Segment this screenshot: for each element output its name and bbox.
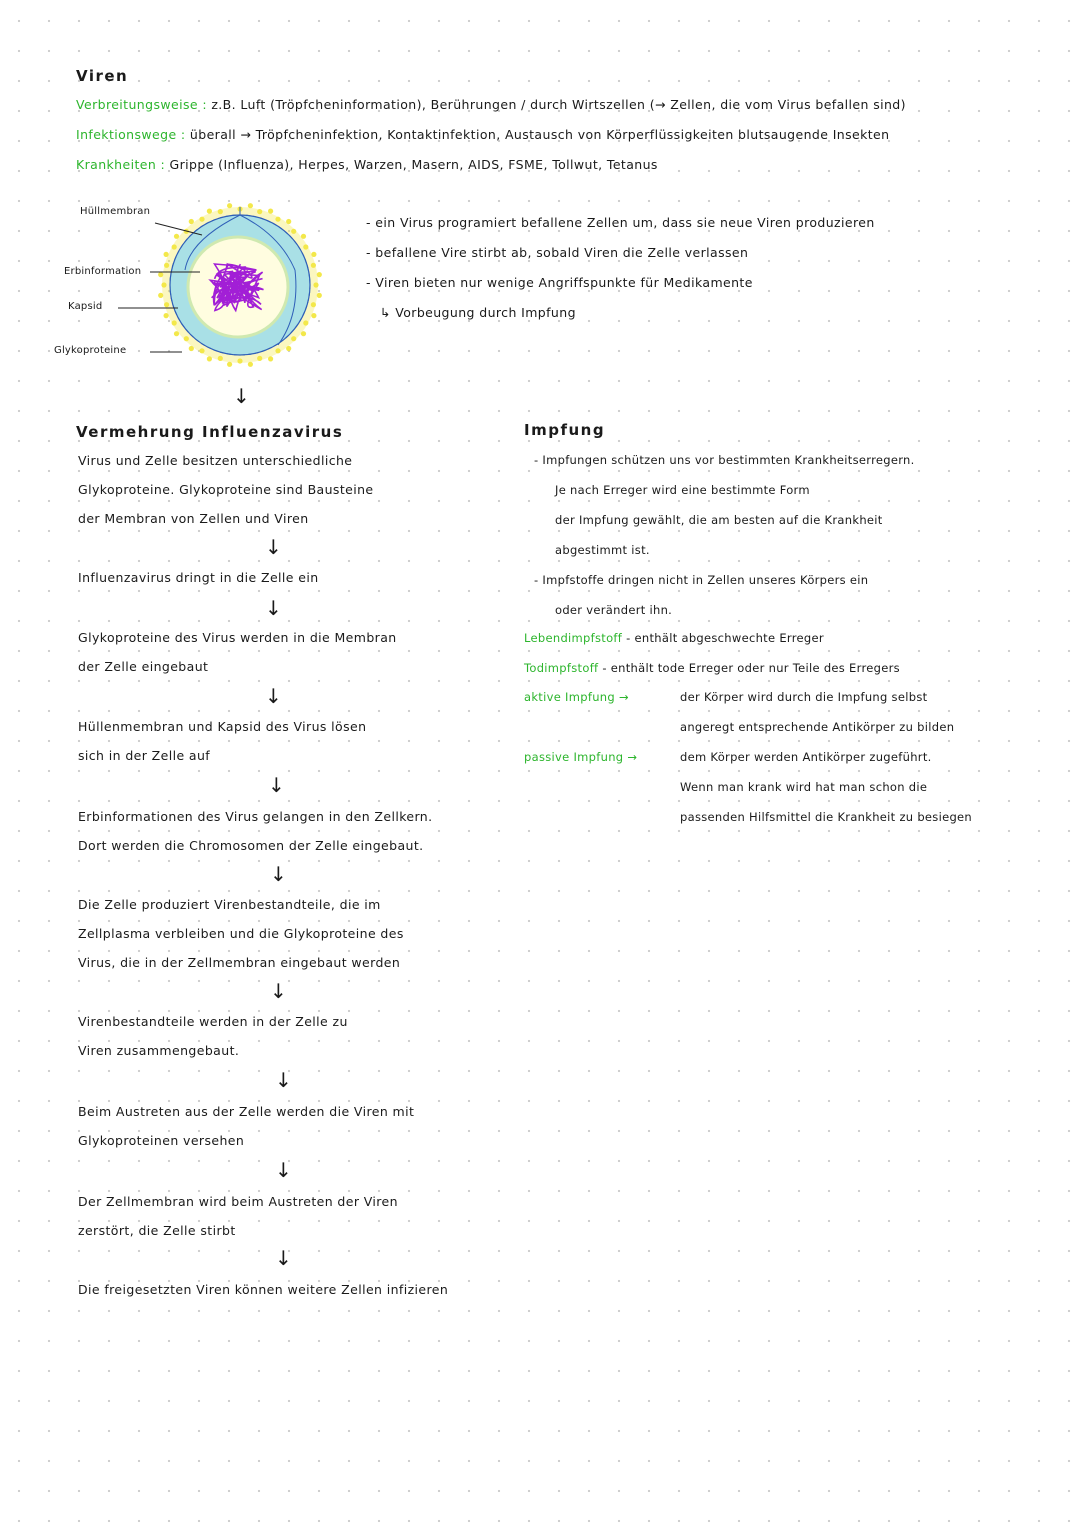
label-erbinformation: Erbinformation (64, 266, 142, 277)
arrow-down-icon: ↓ (233, 384, 250, 408)
arrow-down-icon: ↓ (265, 684, 282, 708)
impfung-b1-line: Je nach Erreger wird eine bestimmte Form (555, 483, 810, 497)
arrow-down-icon: ↓ (268, 773, 285, 797)
vermehrung-step-line: Influenzavirus dringt in die Zelle ein (78, 570, 319, 585)
label-huellmembran: Hüllmembran (80, 206, 151, 217)
impfung-b2-line: oder verändert ihn. (555, 603, 673, 617)
virus-diagram (50, 195, 350, 370)
arrow-down-icon: ↓ (270, 862, 287, 886)
page-title: Viren (76, 67, 129, 85)
verbreitung-text: z.B. Luft (Tröpfcheninformation), Berührungen / durch Wirtszellen (→ Zellen, die vom Virus befallen sind) (211, 97, 906, 112)
vermehrung-step-line: Glykoproteinen versehen (78, 1133, 245, 1148)
fact-1: - ein Virus programiert befallene Zellen um, dass sie neue Viren produzieren (366, 215, 875, 230)
todimpfstoff-label: Todimpfstoff (524, 661, 599, 675)
infektion-row (76, 127, 889, 142)
infektion-text: überall → Tröpfcheninfektion, Kontaktinfektion, Austausch von Körperflüssigkeiten blutsaugende Insekten (189, 127, 890, 142)
aktive-impfung-text: der Körper wird durch die Impfung selbst (680, 690, 928, 704)
impfung-title: Impfung (524, 421, 606, 439)
krankheiten-row (76, 157, 658, 172)
vermehrung-step-line: Virus und Zelle besitzen unterschiedliche (78, 453, 353, 468)
passive-impfung-text: passenden Hilfsmittel die Krankheit zu besiegen (680, 810, 973, 824)
impfung-b1-line: - Impfungen schützen uns vor bestimmten Krankheitserregern. (534, 453, 915, 467)
passive-impfung-text: Wenn man krank wird hat man schon die (680, 780, 928, 794)
arrow-down-icon: ↓ (275, 1158, 292, 1182)
lebendimpfstoff-label: Lebendimpfstoff (524, 631, 623, 645)
aktive-impfung-text: angeregt entsprechende Antikörper zu bilden (680, 720, 955, 734)
vermehrung-step-line: Glykoproteine des Virus werden in die Membran (78, 630, 397, 645)
infektion-label: Infektionswege : (76, 127, 186, 142)
passive-impfung-label: passive Impfung (524, 750, 624, 764)
vermehrung-step-line: Der Zellmembran wird beim Austreten der Viren (78, 1194, 398, 1209)
vermehrung-step-line: zerstört, die Zelle stirbt (78, 1223, 236, 1238)
krankheiten-label: Krankheiten : (76, 157, 166, 172)
vermehrung-step-line: Zellplasma verbleiben und die Glykoproteine des (78, 926, 404, 941)
fact-3: - Viren bieten nur wenige Angriffspunkte für Medikamente (366, 275, 753, 290)
impfung-b2-line: - Impfstoffe dringen nicht in Zellen unseres Körpers ein (534, 573, 869, 587)
passive-impfung-text: dem Körper werden Antikörper zugeführt. (680, 750, 932, 764)
vermehrung-step-line: Beim Austreten aus der Zelle werden die Viren mit (78, 1104, 415, 1119)
label-glykoproteine: Glykoproteine (54, 345, 127, 356)
aktive-impfung-row (524, 690, 629, 704)
arrow-down-icon: ↓ (275, 1068, 292, 1092)
vermehrung-step-line: Dort werden die Chromosomen der Zelle eingebaut. (78, 838, 424, 853)
impfung-b1-line: abgestimmt ist. (555, 543, 650, 557)
verbreitung-label: Verbreitungsweise : (76, 97, 207, 112)
arrow-down-icon: ↓ (270, 979, 287, 1003)
vermehrung-step-line: der Membran von Zellen und Viren (78, 511, 309, 526)
vermehrung-step-line: Erbinformationen des Virus gelangen in den Zellkern. (78, 809, 433, 824)
vermehrung-step-line: Hüllenmembran und Kapsid des Virus lösen (78, 719, 367, 734)
fact-2: - befallene Vire stirbt ab, sobald Viren die Zelle verlassen (366, 245, 749, 260)
arrow-right-icon: → (618, 690, 629, 704)
vermehrung-step-line: Virenbestandteile werden in der Zelle zu (78, 1014, 348, 1029)
lebendimpfstoff-text: - enthält abgeschwechte Erreger (626, 631, 824, 645)
arrow-down-icon: ↓ (265, 596, 282, 620)
vermehrung-step-line: Glykoproteine. Glykoproteine sind Bausteine (78, 482, 374, 497)
vermehrung-step-line: Virus, die in der Zellmembran eingebaut werden (78, 955, 401, 970)
vermehrung-title: Vermehrung Influenzavirus (76, 423, 344, 441)
arrow-down-icon: ↓ (265, 535, 282, 559)
aktive-impfung-label: aktive Impfung (524, 690, 615, 704)
fact-4: ↳ Vorbeugung durch Impfung (380, 305, 576, 320)
arrow-right-icon: → (627, 750, 638, 764)
verbreitung-row (76, 97, 906, 112)
vermehrung-step-line: der Zelle eingebaut (78, 659, 209, 674)
label-kapsid: Kapsid (68, 301, 103, 312)
vermehrung-step-line: sich in der Zelle auf (78, 748, 211, 763)
lebendimpfstoff-row (524, 631, 824, 645)
todimpfstoff-text: - enthält tode Erreger oder nur Teile des Erregers (602, 661, 900, 675)
virus-illustration (50, 195, 350, 370)
vermehrung-step-line: Die freigesetzten Viren können weitere Zellen infizieren (78, 1282, 449, 1297)
vermehrung-step-line: Die Zelle produziert Virenbestandteile, die im (78, 897, 381, 912)
todimpfstoff-row (524, 661, 900, 675)
impfung-b1-line: der Impfung gewählt, die am besten auf die Krankheit (555, 513, 883, 527)
arrow-down-icon: ↓ (275, 1246, 292, 1270)
vermehrung-step-line: Viren zusammengebaut. (78, 1043, 240, 1058)
krankheiten-text: Grippe (Influenza), Herpes, Warzen, Masern, AIDS, FSME, Tollwut, Tetanus (169, 157, 658, 172)
passive-impfung-row (524, 750, 637, 764)
